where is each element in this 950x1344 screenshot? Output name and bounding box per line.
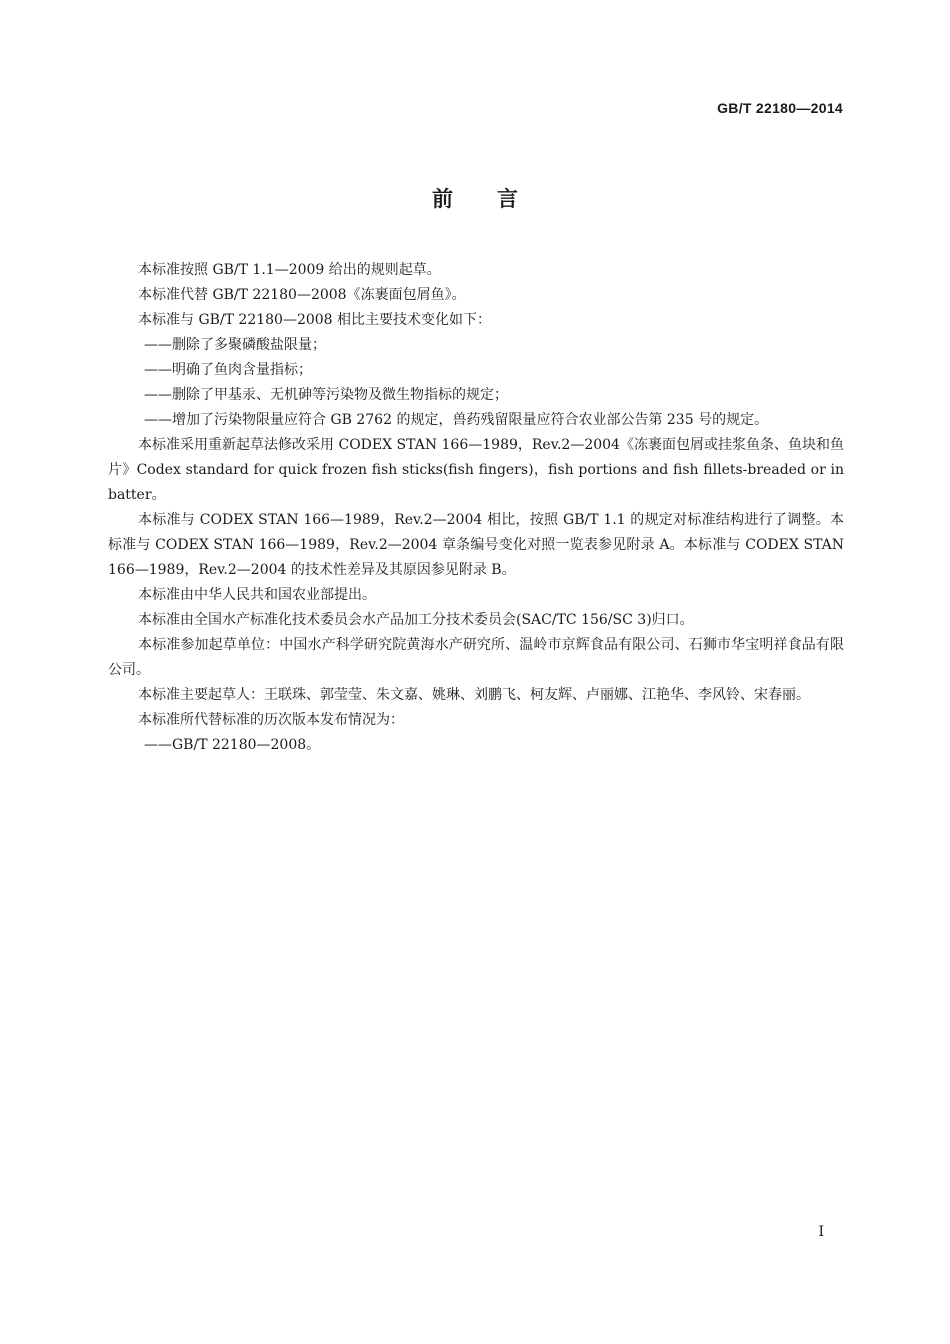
- standard-code: GB/T 22180—2014: [717, 100, 843, 116]
- history-item: ——GB/T 22180—2008。: [144, 737, 321, 753]
- paragraph-drafting-rules: 本标准按照 GB/T 1.1—2009 给出的规则起草。: [138, 262, 441, 278]
- paragraph-managed-by: 本标准由全国水产标准化技术委员会水产品加工分技术委员会(SAC/TC 156/SC 3)归口。: [138, 612, 694, 628]
- paragraph-drafters: 本标准主要起草人：王联珠、郭莹莹、朱文嘉、姚琳、刘鹏飞、柯友辉、卢丽娜、江艳华、李风铃、宋春丽。: [138, 687, 810, 703]
- paragraph-proposed-by: 本标准由中华人民共和国农业部提出。: [138, 587, 376, 603]
- change-item: ——删除了甲基汞、无机砷等污染物及微生物指标的规定；: [144, 387, 508, 403]
- page-number: I: [818, 1224, 824, 1240]
- change-item: ——删除了多聚磷酸盐限量；: [144, 337, 326, 353]
- paragraph-replaces: 本标准代替 GB/T 22180—2008《冻裹面包屑鱼》。: [138, 287, 466, 303]
- paragraph-structure: 本标准与 CODEX STAN 166—1989，Rev.2—2004 相比，按照 GB/T 1.1 的规定对标准结构进行了调整。本标准与 CODEX STAN 166—1989，Rev.2—2004 章条编号变化对照一览表参见附录 A。本标准与 CODEX STAN 166—1989，Rev.2—2004 的技术性差异及其原因参见附录 B。: [108, 512, 844, 578]
- page-title: 前言: [432, 187, 562, 211]
- paragraph-changes-intro: 本标准与 GB/T 22180—2008 相比主要技术变化如下：: [138, 312, 492, 328]
- change-item: ——明确了鱼肉含量指标；: [144, 362, 312, 378]
- foreword-body: [108, 258, 844, 758]
- paragraph-adoption: 本标准采用重新起草法修改采用 CODEX STAN 166—1989，Rev.2—2004《冻裹面包屑或挂浆鱼条、鱼块和鱼片》Codex standard for quick frozen fish sticks(fish fingers)，fish portions and fish fillets-breaded or in batter。: [108, 437, 844, 503]
- paragraph-drafting-units: 本标准参加起草单位：中国水产科学研究院黄海水产研究所、温岭市京辉食品有限公司、石狮市华宝明祥食品有限公司。: [108, 637, 844, 678]
- paragraph-history-intro: 本标准所代替标准的历次版本发布情况为：: [138, 712, 404, 728]
- change-item: ——增加了污染物限量应符合 GB 2762 的规定，兽药残留限量应符合农业部公告第 235 号的规定。: [144, 412, 769, 428]
